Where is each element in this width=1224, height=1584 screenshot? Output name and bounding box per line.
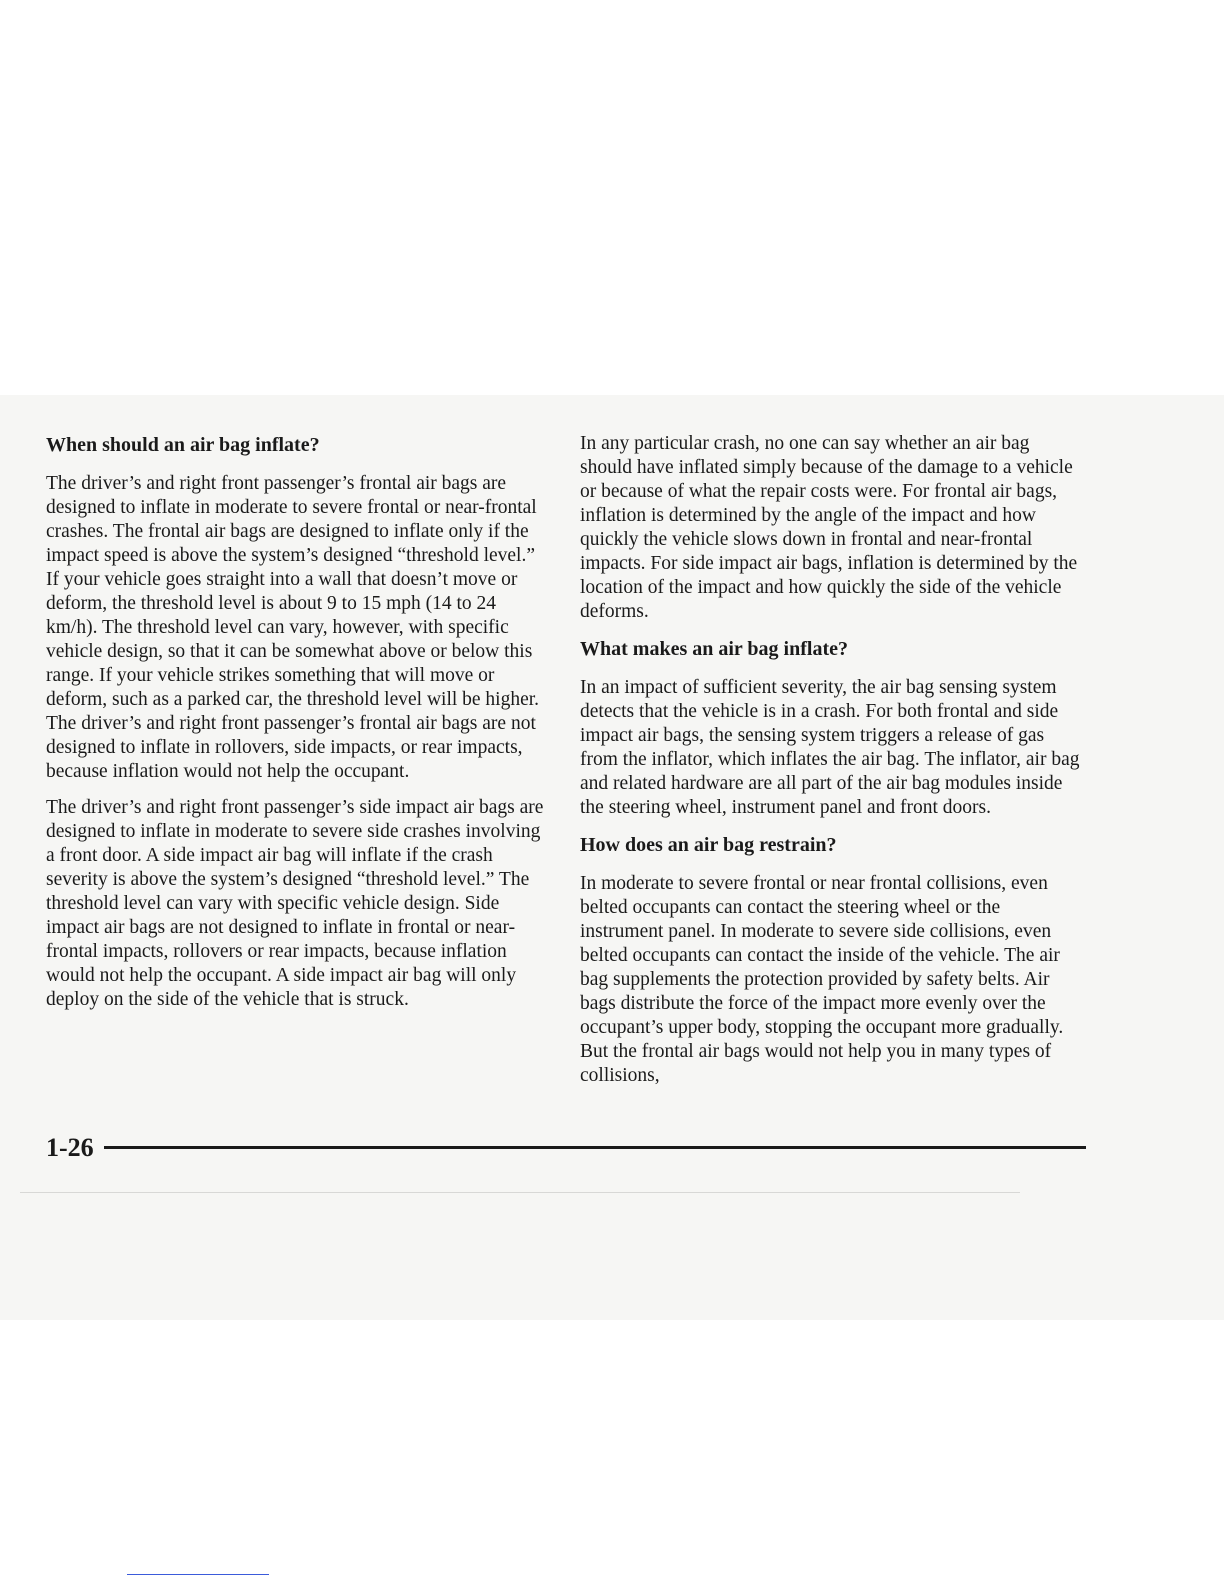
footer-rule (104, 1146, 1086, 1149)
right-column (580, 432, 1080, 1100)
paragraph-frontal-air-bags: The driver’s and right front passenger’s frontal air bags are designed to inflate in moderate to severe frontal or near-frontal crashes. The frontal air bags are designed to inflate only if the impact speed is above the system’s designed “threshold level.” If your vehicle goes straight into a wall that doesn’t move or deform, the threshold level is about 9 to 15 mph (14 to 24 km/h). The threshold level can vary, however, with specific vehicle design, so that it can be somewhat above or below this range. If your vehicle strikes something that will move or deform, such as a parked car, the threshold level will be higher. The driver’s and right front passenger’s frontal air bags are not designed to inflate in rollovers, side impacts, or rear impacts, because inflation would not help the occupant. (46, 473, 540, 782)
scan-artifact-line (20, 1192, 1020, 1193)
page-number: 1-26 (46, 1133, 94, 1162)
paragraph-side-impact-air-bags: The driver’s and right front passenger’s side impact air bags are designed to inflate in moderate to severe side crashes involving a front door. A side impact air bag will inflate if the crash severity is above the system’s designed “threshold level.” The threshold level can vary with specific vehicle design. Side impact air bags are not designed to inflate in frontal or near-frontal impacts, rollovers or rear impacts, because inflation would not help the occupant. A side impact air bag will only deploy on the side of the vehicle that is struck. (46, 797, 544, 1010)
section-heading-when-inflate: When should an air bag inflate? (46, 434, 320, 456)
left-column (46, 432, 546, 1024)
section-heading-what-makes-inflate: What makes an air bag inflate? (580, 638, 848, 660)
section-heading-how-restrain: How does an air bag restrain? (580, 834, 837, 856)
paragraph-restraint: In moderate to severe frontal or near frontal collisions, even belted occupants can contact the steering wheel or the instrument panel. In moderate to severe side collisions, even belted occupants can contact the inside of the vehicle. The air bag supplements the protection provided by safety belts. Air bags distribute the force of the impact more evenly over the occupant’s upper body, stopping the occupant more gradually. But the frontal air bags would not help you in many types of collisions, (580, 873, 1064, 1086)
bottom-link-underline (127, 1574, 269, 1575)
paragraph-crash-inflation: In any particular crash, no one can say whether an air bag should have inflated simply because of the damage to a vehicle or because of what the repair costs were. For frontal air bags, inflation is determined by the angle of the impact and how quickly the vehicle slows down in frontal and near-frontal impacts. For side impact air bags, inflation is determined by the location of the impact and how quickly the side of the vehicle deforms. (580, 433, 1078, 622)
paragraph-sensing-system: In an impact of sufficient severity, the air bag sensing system detects that the vehicle is in a crash. For both frontal and side impact air bags, the sensing system triggers a release of gas from the inflator, which inflates the air bag. The inflator, air bag and related hardware are all part of the air bag modules inside the steering wheel, instrument panel and front doors. (580, 677, 1080, 818)
